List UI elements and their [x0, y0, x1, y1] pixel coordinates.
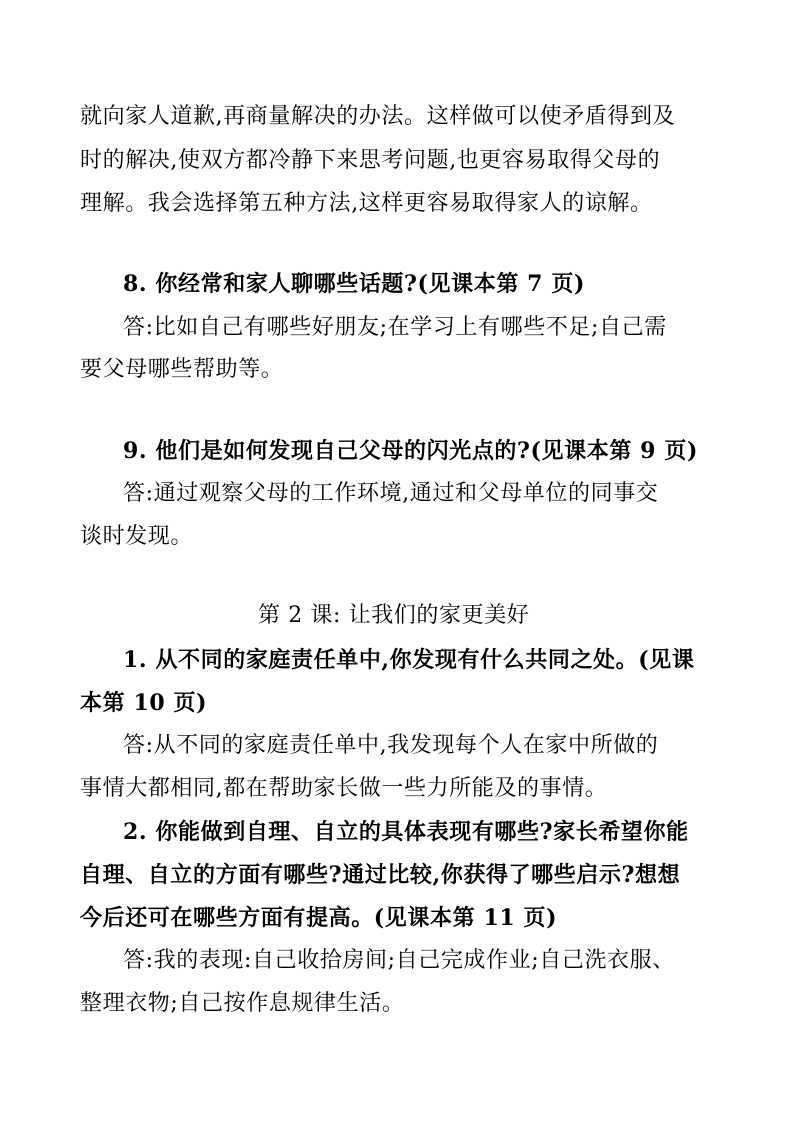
question-2: 2. 你能做到自理、自立的具体表现有哪些?家长希望你能: [123, 819, 689, 845]
question-2-cont: 自理、自立的方面有哪些?通过比较,你获得了哪些启示?想想: [80, 862, 681, 888]
answer-line: 事情大都相同,都在帮助家长做一些力所能及的事情。: [80, 776, 608, 801]
answer-line: 要父母哪些帮助等。: [80, 357, 284, 382]
question-8: 8. 你经常和家人聊哪些话题?(见课本第 7 页): [123, 271, 585, 297]
answer-line: 答:通过观察父母的工作环境,通过和父母单位的同事交: [123, 481, 659, 506]
question-1: 1. 从不同的家庭责任单中,你发现有什么共同之处。(见课: [123, 647, 695, 673]
question-2-cont: 今后还可在哪些方面有提高。(见课本第 11 页): [80, 905, 558, 931]
answer-line: 答:我的表现:自己收拾房间;自己完成作业;自己洗衣服、: [123, 948, 675, 973]
paragraph-line: 时的解决,使双方都冷静下来思考问题,也更容易取得父母的: [80, 148, 661, 173]
answer-line: 整理衣物;自己按作息规律生活。: [80, 991, 405, 1016]
question-1-cont: 本第 10 页): [80, 690, 208, 716]
paragraph-line: 就向家人道歉,再商量解决的办法。这样做可以使矛盾得到及: [80, 104, 676, 129]
answer-line: 答:从不同的家庭责任单中,我发现每个人在家中所做的: [123, 733, 659, 758]
answer-line: 答:比如自己有哪些好朋友;在学习上有哪些不足;自己需: [123, 315, 667, 340]
lesson-title: 第 2 课: 让我们的家更美好: [258, 603, 530, 628]
paragraph-line: 理解。我会选择第五种方法,这样更容易取得家人的谅解。: [80, 191, 653, 216]
question-9: 9. 他们是如何发现自己父母的闪光点的?(见课本第 9 页): [123, 438, 698, 464]
answer-line: 谈时发现。: [80, 524, 194, 549]
